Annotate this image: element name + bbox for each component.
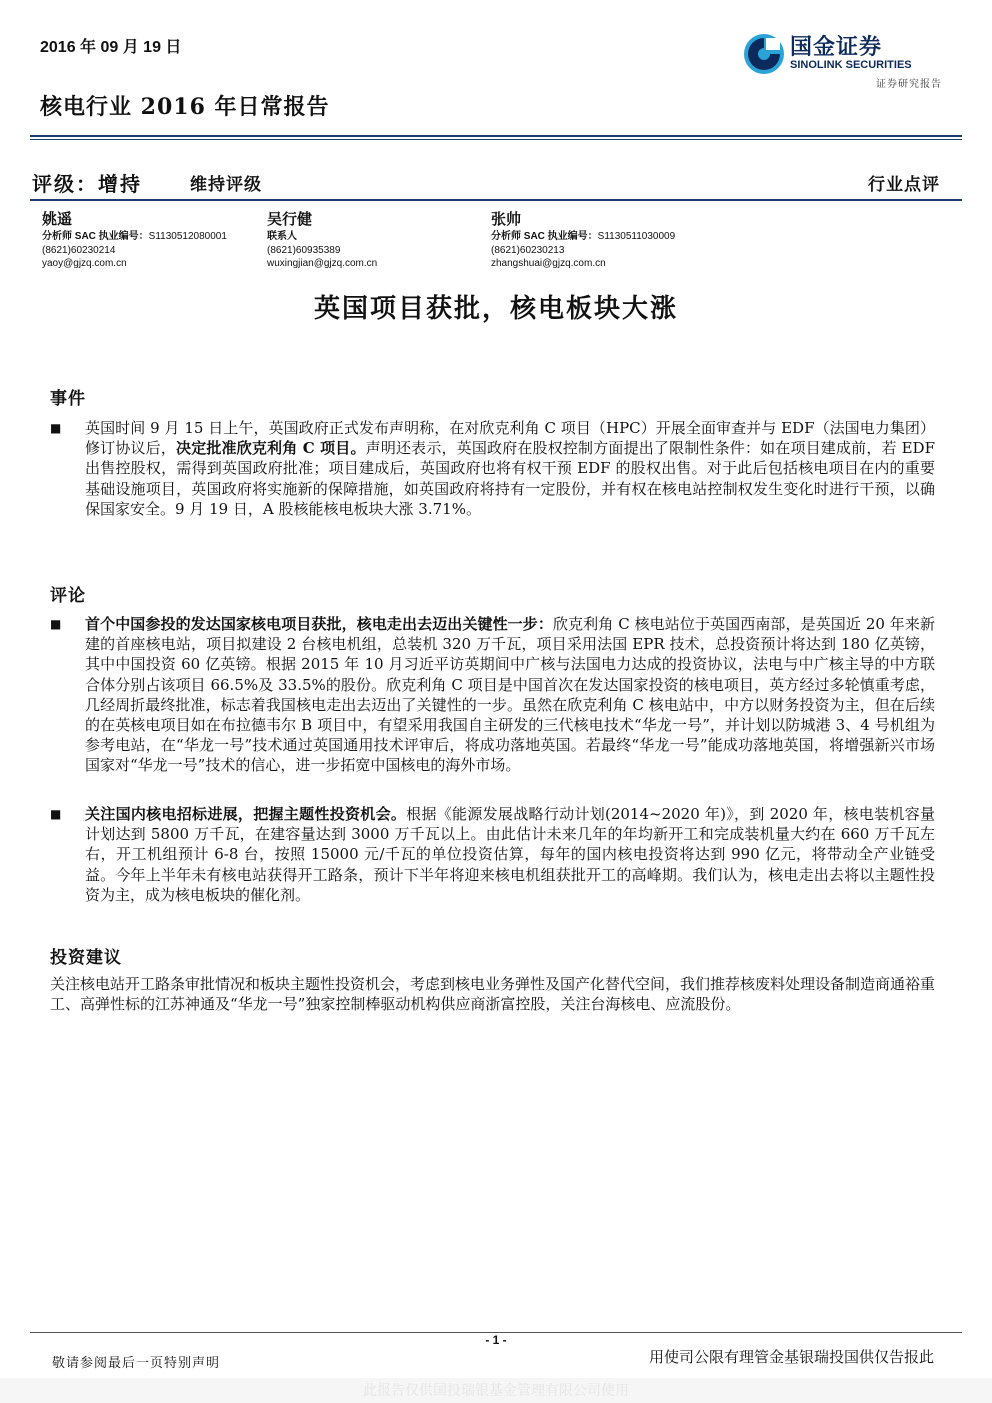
rating-row xyxy=(30,168,940,196)
analyst-role: 联系人 xyxy=(267,231,297,242)
event-paragraph xyxy=(85,418,935,519)
report-series-title: 核电行业 2016 年日常报告 xyxy=(40,94,330,120)
comment-1-text: 欣克利角 C 核电站位于英国西南部，是英国近 20 年来新建的首座核电站，项目拟建设 2 台核电机组，总装机 320 万千瓦，项目采用法国 EPR 技术，总投资预计将达到 180 亿英镑，其中中国投资 60 亿英镑。根据 2015 年 10 月习近平访英期间中广核与法国电力达成的投资协议，法电与中广核主导的中方联合体分别占该项目 66.5%及 33.5%的股份。欣克利角 C 项目是中国首次在发达国家投资的核电项目，英方经过多轮慎重考虑，几经周折最终批准，标志着我国核电走出去迈出了关键性的一步。虽然在欣克利角 C 核电站中，中方以财务投资为主，但在后续的在英核电项目如在布拉德韦尔 B 项目中，有望采用我国自主研发的三代核电技术“华龙一号”，并计划以防城港 3、4 号机组为参考电站，在“华龙一号”技术通过英国通用技术评审后，将成功落地英国。若最终“华龙一号”能成功落地英国，将增强新兴市场国家对“华龙一号”技术的信心，进一步拓宽中国核电的海外市场。 xyxy=(85,615,935,775)
rating-label: 评级：增持 xyxy=(32,172,142,196)
comment-paragraph-1 xyxy=(85,614,935,776)
bullet-square-icon: ■ xyxy=(50,617,62,631)
event-text-b: 声明还表示，英国政府在股权控制方面提出了限制性条件：如在项目建成前，若 EDF 出售控股权，需得到英国政府批准；项目建成后，英国政府也将有权干预 EDF 的股权出售。对于此后包括核电项目在内的重要基础设施项目，英国政府将实施新的保障措施，如英国政府将持有一定股份，并有权在核电站控制权发生变化时进行干预，以确保国家安全。9 月 19 日，A 股核能核电板块大涨 3.71%。 xyxy=(85,439,935,518)
report-headline: 英国项目获批，核电板块大涨 xyxy=(313,294,678,324)
section-title-event: 事件 xyxy=(50,389,86,409)
analyst-sac-number: S1130512080001 xyxy=(148,231,227,242)
analyst-email: zhangshuai@gjzq.com.cn xyxy=(491,258,606,269)
analyst-phone: (8621)60230213 xyxy=(491,244,565,256)
header-divider-thin xyxy=(30,139,962,140)
page-number: - 1 - xyxy=(485,1333,507,1347)
analyst-phone: (8621)60935389 xyxy=(267,244,341,256)
comment-paragraph-2 xyxy=(85,804,935,905)
comment-2-bold: 关注国内核电招标进展，把握主题性投资机会。 xyxy=(85,805,407,823)
analyst-block-2 xyxy=(267,208,507,271)
company-logo xyxy=(742,30,942,90)
bullet-square-icon: ■ xyxy=(50,421,62,435)
comment-2-text: 根据《能源发展战略行动计划(2014~2020 年)》，到 2020 年，核电装机容量计划达到 5800 万千瓦，在建容量达到 3000 万千瓦以上。由此估计未来几年的年均新开工和完成装机量大约在 660 万千瓦左右，开工机组预计 6-8 台，按照 15000 元/千瓦的单位投资估算，每年的国内核电投资将达到 990 亿元，将带动全产业链受益。今年上半年未有核电站获得开工路条，预计下半年将迎来核电机组获批开工的高峰期。我们认为，核电走出去将以主题性投资为主，成为核电板块的催化剂。 xyxy=(85,805,935,904)
watermark-text: 此报告仅供国投瑞银基金管理有限公司使用 xyxy=(363,1383,629,1399)
section-title-comment: 评论 xyxy=(50,586,86,606)
analyst-block-3 xyxy=(491,208,731,271)
logo-name-en: SINOLINK SECURITIES xyxy=(790,59,912,71)
logo-name-cn: 国金证券 xyxy=(790,35,883,60)
rating-divider xyxy=(30,199,962,201)
analyst-name: 张帅 xyxy=(491,210,522,228)
section-title-advice: 投资建议 xyxy=(50,948,122,968)
event-text-a: 英国时间 9 月 15 日上午，英国政府正式发布声明称，在对欣克利角 C 项目（HPC）开展全面审查并与 EDF（法国电力集团）修订协议后， xyxy=(85,419,935,458)
report-type: 行业点评 xyxy=(868,175,940,195)
analyst-email: wuxingjian@gjzq.com.cn xyxy=(267,258,378,269)
analyst-name: 吴行健 xyxy=(267,210,313,228)
footer-usage-notice: 用使司公限有理管金基银瑞投国供仅告报此 xyxy=(648,1348,934,1366)
comment-1-bold: 首个中国参投的发达国家核电项目获批，核电走出去迈出关键性一步： xyxy=(85,615,553,633)
rating-keep: 维持评级 xyxy=(190,175,262,195)
analyst-sac-label: 分析师 SAC 执业编号： xyxy=(491,231,598,242)
advice-paragraph: 关注核电站开工路条审批情况和板块主题性投资机会，考虑到核电业务弹性及国产化替代空间，我们推荐核废料处理设备制造商通裕重工、高弹性标的江苏神通及“华龙一号”独家控制棒驱动机构供应商浙富控股，关注台海核电、应流股份。 xyxy=(50,975,936,1014)
analyst-phone: (8621)60230214 xyxy=(42,244,116,256)
logo-subtitle: 证券研究报告 xyxy=(876,79,942,90)
analyst-email: yaoy@gjzq.com.cn xyxy=(42,258,127,269)
analyst-sac-label: 分析师 SAC 执业编号： xyxy=(42,231,149,242)
header-divider xyxy=(30,135,962,137)
analyst-block-1 xyxy=(42,208,282,271)
sinolink-logo-icon xyxy=(742,32,786,76)
report-date: 2016 年 09 月 19 日 xyxy=(40,39,182,56)
event-text-bold: 决定批准欣克利角 C 项目。 xyxy=(176,439,366,458)
analyst-name: 姚遥 xyxy=(42,210,73,228)
footer-disclaimer: 敬请参阅最后一页特别声明 xyxy=(52,1356,221,1371)
analyst-sac-number: S1130511030009 xyxy=(597,231,676,242)
bullet-square-icon: ■ xyxy=(50,807,62,821)
